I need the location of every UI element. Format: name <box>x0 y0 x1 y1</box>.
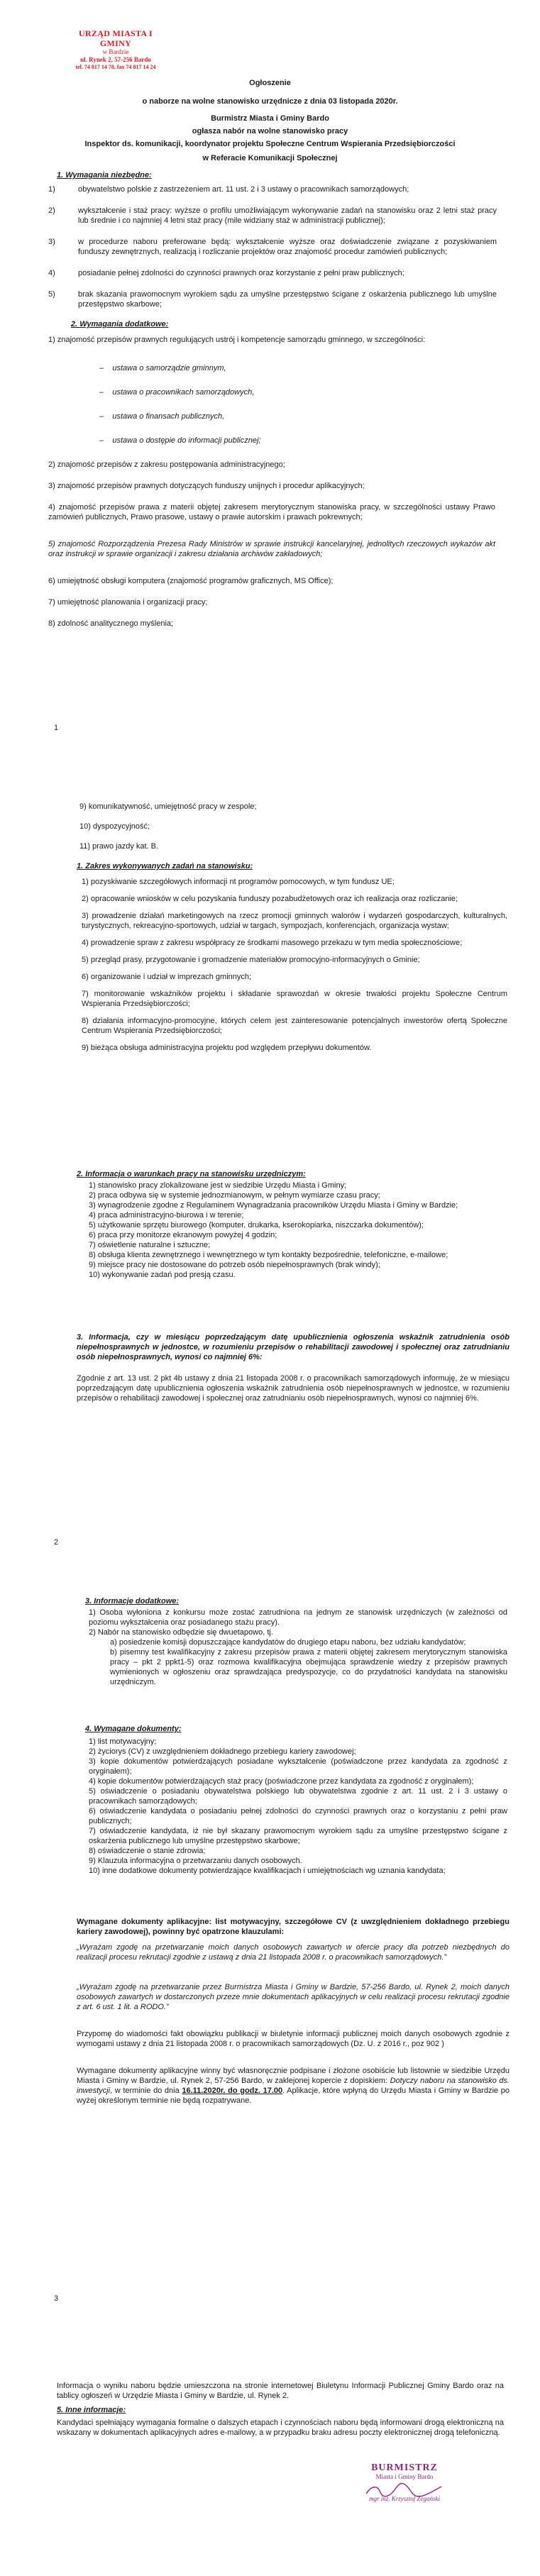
sec8-body: Kandydaci spełniający wymagania formalne o dalszych etapach i czynnościach naboru będą informowani drogą elektroniczną na wskazany w dokumentach aplikacyjnych adres e-mailowy, a w przypadku braku adresu poczty elektronicznej drogą telefoniczną. <box>57 2419 504 2437</box>
sec2-sub-2-text: ustawa o pracownikach samorządowych, <box>112 388 255 397</box>
page-4 <box>0 2364 540 2576</box>
sec3-heading: 1. Zakres wykonywanych zadań na stanowisku: <box>77 862 253 870</box>
sec1-item-2-text: wykształcenie i staż pracy: wyższe o profilu umożliwiającym wykonywanie zadań na stanowisku oraz 2 letni staż pracy lub średnie i co najmniej 4 letni staż pracy (mile widziany staż w administracji publicznej); <box>78 206 497 225</box>
office-stamp <box>62 28 169 71</box>
sec3-item-2: 2) opracowanie wniosków w celu pozyskania funduszy pozabudżetowych oraz ich realizacja oraz rozliczanie; <box>82 895 458 903</box>
sec2-sub-1 <box>99 363 226 373</box>
sec7-item-6: 6) oświadczenie kandydata o posiadaniu pełnej zdolności do czynności prawnych oraz o korzystaniu z pełni praw publicznych; <box>89 1807 507 1825</box>
sec2-item-6: 6) umiejętność obsługi komputera (znajomość programów graficznych, MS Office); <box>48 577 334 585</box>
stamp-line3: ul. Rynek 2, 57-256 Bardo <box>80 56 151 63</box>
sec7-heading: 4. Wymagane dokumenty: <box>85 1725 182 1733</box>
para-publication: Przypomę do wiadomości fakt obowiązku publikacji w biuletynie informacji publicznej moich danych osobowych zgodnie z wymogami ustawy z dnia 21 listopada 2008 r. o pracownikach samorządowych (Dz. U. z 2016 r., poz 902 ) <box>77 2030 509 2048</box>
sec2-sub-2 <box>99 387 254 397</box>
sec1-item-3-text: w procedurze naboru preferowane będą: wykształcenie wyższe oraz doświadczenie związane z pozyskiwaniem funduszy zewnętrznych, realizacją i rozliczanie projektów oraz znajomość procedur zamówień publicznych; <box>78 238 497 256</box>
sec2-sub-1-text: ustawa o samorządzie gminnym, <box>112 364 226 372</box>
sec2-heading: 2. Wymagania dodatkowe: <box>71 320 169 328</box>
sec6-list <box>89 1608 507 1687</box>
result-info: Informacja o wyniku naboru będzie umieszczona na stronie internetowej Biuletynu Informacji Publicznej Gminy Bardo oraz na tablicy ogłoszeń w Urzędzie Miasta i Gminy w Bardzie, ul. Rynek 2. <box>57 2382 504 2400</box>
sec2-item-1: 1) znajomość przepisów prawnych regulujących ustrój i kompetencje samorządu gminnego, w szczególności: <box>48 336 426 344</box>
req-heading: Wymagane dokumenty aplikacyjne: list motywacyjny, szczegółowe CV (z uwzględnieniem dokładnego przebiegu kariery zawodowej), powinny być opatrzone klauzulami: <box>77 1918 509 1936</box>
sec1-item-1-num: 1) <box>48 185 55 194</box>
page-gap <box>0 2358 540 2364</box>
sec6-item-2b: b) pisemny test kwalifikacyjny z zakresu przepisów prawa z materii objętej zakresem merytorycznym stanowiska pracy – pkt 2 ppkt1-5) oraz rozmowa kwalifikacyjna obejmująca sprawdzenie wiedzy z przepisów prawnych wymienionych w ogłoszeniu oraz sprawdzająca predyspozycje, co do przydatności kandydata na stanowisku urzędniczym. <box>110 1648 507 1686</box>
sec2-item-5: 5) znajomość Rozporządzenia Prezesa Rady Ministrów w sprawie instrukcji kancelaryjnej, jednolitych rzeczowych wykazów akt oraz instrukcji w sprawie organizacji i zakresu działania archiwów zakładowych; <box>48 540 495 558</box>
sec7-item-9: 9) Klauzula informacyjna o przetwarzaniu danych osobowych. <box>89 1857 302 1865</box>
sec3-item-6: 6) organizowanie i udział w imprezach gminnych; <box>82 973 252 981</box>
sec7-item-7: 7) oświadczenie kandydata, iż nie był skazany prawomocnym wyrokiem sądu za umyślne przestępstwo ścigane z oskarżenia publicznego lub umyślne przestępstwo skarbowe; <box>89 1827 507 1845</box>
sec4-heading: 2. Informacja o warunkach pracy na stanowisku urzędniczym: <box>77 1170 306 1178</box>
para-submission-envelope: Dotyczy naboru na stanowisko ds. inwestycji <box>77 2077 509 2095</box>
sec7-list <box>89 1737 507 1876</box>
sec4-item-8: 8) obsługa klienta zewnętrznego i wewnętrznego w tym kontakty bezpośrednie, telefoniczne, e-mailowe; <box>89 1251 448 1259</box>
sec7-item-5: 5) oświadczenie o posiadaniu obywatelstwa polskiego lub obywatelstwa zgodnie z art. 11 ust. 2 i 3 ustawy o pracownikach samorządowych; <box>89 1787 507 1806</box>
sec1-item-5-num: 5) <box>48 290 55 299</box>
sec2-sub-4 <box>99 436 260 446</box>
stamp-line4: tel. 74 817 14 78, fax 74 817 14 24 <box>75 64 156 70</box>
doc-title: Ogłoszenie <box>249 79 291 87</box>
page-1 <box>0 0 540 787</box>
sec4-item-10: 10) wykonywanie zadań pod presją czasu. <box>89 1271 236 1279</box>
sec1-item-4-text: posiadanie pełnej zdolności do czynności prawnych oraz korzystanie z pełni praw publicznych; <box>78 269 404 277</box>
sec4-item-2: 2) praca odbywa się w systemie jednozmianowym, w pełnym wymiarze czasu pracy; <box>89 1191 380 1200</box>
sec7-item-3: 3) kopie dokumentów potwierdzających posiadane wykształcenie (poświadczone przez kandydata za zgodność z oryginałem); <box>89 1757 507 1776</box>
sec1-item-2 <box>43 206 497 226</box>
sec4-list <box>89 1181 507 1280</box>
sec3-item-4: 4) prowadzenie spraw z zakresu współpracy ze środkami masowego przekazu w tym media społecznościowe; <box>82 939 463 947</box>
sec8-heading: 5. Inne informacje: <box>57 2406 126 2414</box>
page-gap <box>0 787 540 793</box>
sec2-sub-4-text: ustawa o dostępie do informacji publicznej; <box>112 436 261 445</box>
sec2-item-8: 8) zdolność analitycznego myślenia; <box>48 619 174 628</box>
sec1-item-3 <box>43 237 497 257</box>
sec5-body: Zgodnie z art. 13 ust. 2 pkt 4b ustawy z dnia 21 listopada 2008 r. o pracownikach samorządowych informuję, że w miesiącu poprzedzającym datę upublicznienia ogłoszenia wskaźnik zatrudnienia osób niepełnosprawnych w jednostce, w rozumieniu przepisów o rehabilitacji zawodowej i społecznej oraz zatrudnianiu osób niepełnosprawnych, wynosi co najmniej 6%. <box>77 1374 509 1403</box>
sec7-item-1: 1) list motywacyjny; <box>89 1737 157 1746</box>
sec3-list <box>82 877 507 1053</box>
page-3 <box>0 1585 540 2358</box>
sec2-item-9: 9) komunikatywność, umiejętność pracy w zespole; <box>79 802 257 811</box>
sec1-item-4 <box>43 268 497 278</box>
page-number-3: 3 <box>54 2294 59 2303</box>
sec2-item-4: 4) znajomość przepisów prawa z materii objętej zakresem merytorycznym stanowiska pracy, w szczególności ustawy Prawo zamówień publicznych, Prawo prasowe, ustawy o prawie autorskim i prawach pokrewnych; <box>48 503 495 521</box>
dash-marker: – <box>99 436 104 445</box>
dash-marker: – <box>99 412 104 421</box>
sec3-item-9: 9) bieżąca obsługa administracyjna projektu pod względem przepływu dokumentów. <box>82 1044 372 1052</box>
dash-marker: – <box>99 388 104 397</box>
sec4-item-1: 1) stanowisko pracy zlokalizowane jest w siedzibie Urzędu Miasta i Gminy; <box>89 1181 347 1190</box>
dash-marker: – <box>99 364 104 372</box>
sec4-item-5: 5) użytkowanie sprzętu biurowego (komputer, drukarka, kserokopiarka, niszczarka dokumentów); <box>89 1221 424 1229</box>
page-number-1: 1 <box>54 724 59 732</box>
sec2-item-3: 3) znajomość przepisów prawnych dotyczących funduszy unijnych i procedur aplikacyjnych; <box>48 482 365 490</box>
para-submission-b: , w terminie do dnia <box>110 2086 182 2095</box>
sec3-item-7: 7) monitorowanie wskaźników projektu i składanie sprawozdań w okresie trwałości projektu Społeczne Centrum Wspierania Przedsiębiorczości; <box>82 990 507 1008</box>
sec7-item-10: 10) inne dodatkowe dokumenty potwierdzające kwalifikacjach i umiejętnościach wg uznania kandydata; <box>89 1867 446 1875</box>
stamp-line1: URZĄD MIASTA I GMINY <box>79 28 153 48</box>
deadline: 16.11.2020r. do godz. 17.00 <box>182 2086 283 2095</box>
sec3-item-8: 8) działania informacyjno-promocyjne, których celem jest zainteresowanie potencjalnych inwestorów ofertą Społeczne Centrum Wspierania Przedsiębiorczości; <box>82 1017 507 1035</box>
sec1-item-1-text: obywatelstwo polskie z zastrzeżeniem art. 11 ust. 2 i 3 ustawy o pracownikach samorządowych; <box>78 185 409 194</box>
sec6-item-2: 2) Nabór na stanowisko odbędzie się dwuetapowo, tj. <box>89 1628 273 1637</box>
sec2-item-2: 2) znajomość przepisów z zakresu postępowania administracyjnego; <box>48 460 285 469</box>
page-gap <box>0 1579 540 1585</box>
sec6-item-2a: a) posiedzenie komisji dopuszczające kandydatów do drugiego etapu naboru, bez udziału kandydatów; <box>110 1638 466 1647</box>
sec4-item-7: 7) oświetlenie naturalne i sztuczne; <box>89 1241 211 1249</box>
announcer: Burmistrz Miasta i Gminy Bardo <box>211 114 329 123</box>
sec1-item-1 <box>43 184 497 194</box>
sec1-item-4-num: 4) <box>48 269 55 277</box>
sec3-item-3: 3) prowadzenie działań marketingowych na rzecz promocji gminnych walorów i wydarzeń gospodarczych, kulturalnych, turystycznych, rekreacyjno-sportowych, udział w targach, sympozjach, konferencjach, organizacja wystaw; <box>82 912 507 930</box>
sec1-item-3-num: 3) <box>48 238 55 246</box>
sec5-heading: 3. Informacja, czy w miesiącu poprzedzającym datę upublicznienia ogłoszenia wskaźnik zatrudnienia osób niepełnosprawnych w jednostce, w rozumieniu przepisów o rehabilitacji zawodowej i społecznej oraz zatrudnianiu osób niepełnosprawnych, wynosi co najmniej 6%: <box>77 1333 509 1361</box>
sig-title: BURMISTRZ <box>371 2462 438 2473</box>
sig-sub: Miasta i Gminy Bardo <box>375 2473 434 2480</box>
sec4-item-9: 9) miejsce pracy nie dostosowane do potrzeb osób niepełnosprawnych (brak windy); <box>89 1261 380 1269</box>
sec1-item-2-num: 2) <box>48 206 55 215</box>
sec2-item-10: 10) dyspozycyjność; <box>79 822 150 831</box>
stamp-line2: w Bardzie <box>102 48 129 55</box>
department: w Referacie Komunikacji Społecznej <box>202 154 338 162</box>
sec2-item-7: 7) umiejętność planowania i organizacji pracy; <box>48 598 208 607</box>
quote-1: „Wyrażam zgodę na przetwarzanie moich danych osobowych zawartych w ofercie pracy dla potrzeb niezbędnych do realizacji procesu rekrutacji zgodnie z ustawą z dnia 21 listopada 2008 r. o pracownikach samorządowych.” <box>77 1943 509 1962</box>
para-submission-a: Wymagane dokumenty aplikacyjne winny być własnoręcznie podpisane i złożone osobiście lub listownie w siedzibie Urzędu Miasta i Gminy w Bardzie, ul. Rynek 2, 57-256 Bardo, w zaklejonej kopercie z dopiskiem: <box>77 2067 509 2085</box>
sec7-item-8: 8) oświadczenie o stanie zdrowia; <box>89 1847 206 1855</box>
sec3-item-1: 1) pozyskiwanie szczegółowych informacji nt programów pomocowych, w tym fundusz UE; <box>82 878 395 886</box>
sec4-item-3: 3) wynagrodzenie zgodne z Regulaminem Wynagradzania pracowników Urzędu Miasta i Gminy w Bardzie; <box>89 1201 458 1210</box>
sec3-item-5: 5) przegląd prasy, przygotowanie i gromadzenie materiałów promocyjno-informacyjnych o Gminie; <box>82 956 420 964</box>
announce-line: ogłasza nabór na wolne stanowisko pracy <box>192 127 348 136</box>
sig-name: mgr inż. Krzysztof Żegański <box>368 2495 440 2502</box>
sec4-item-6: 6) praca przy monitorze ekranowym powyżej 4 godzin; <box>89 1231 277 1239</box>
sec1-item-5-text: brak skazania prawomocnym wyrokiem sądu za umyślne przestępstwo ścigane z oskarżenia publicznego lub umyślne przestępstwo skarbowe; <box>78 290 497 309</box>
sec2-sub-3-text: ustawa o finansach publicznych, <box>112 412 225 421</box>
para-submission <box>77 2066 509 2106</box>
quote-2: „Wyrażam zgodę na przetwarzanie przez Burmistrza Miasta i Gminy w Bardzie, 57-256 Bardo, ul. Rynek 2, moich danych osobowych zawartych w dostarczonych przeze mnie dokumentach aplikacyjnych w celu realizacji procesu rekrutacji zgodnie z art. 6 ust. 1 lit. a RODO.” <box>77 1983 509 2011</box>
position-title: Inspektor ds. komunikacji, koordynator projektu Społeczne Centrum Wspierania Przedsiębiorczości <box>84 140 456 148</box>
page-number-2: 2 <box>54 1538 59 1547</box>
sec4-item-4: 4) praca administracyjno-biurowa i w terenie; <box>89 1211 244 1220</box>
doc-subtitle: o naborze na wolne stanowisko urzędnicze z dnia 03 listopada 2020r. <box>142 97 398 106</box>
sec2-item-11: 11) prawo jazdy kat. B. <box>79 842 159 851</box>
sec1-item-5 <box>43 289 497 309</box>
sec1-heading: 1. Wymagania niezbędne: <box>57 171 152 179</box>
sec7-item-2: 2) życiorys (CV) z uwzględnieniem dokładnego przebiegu kariery zawodowej; <box>89 1747 356 1756</box>
para-submission-c: . Aplikacje, które wpłyną do Urzędu Miasta i Gminy w Bardzie po wyżej określonym terminie nie będą rozpatrywane. <box>77 2086 510 2105</box>
mayor-signature-stamp <box>334 2463 475 2503</box>
page-2 <box>0 793 540 1579</box>
sec6-heading: 3. Informacje dodatkowe: <box>85 1597 180 1605</box>
sec2-sub-3 <box>99 411 224 421</box>
sec6-item-1: 1) Osoba wyłoniona z konkursu może zostać zatrudniona na jednym ze stanowisk urzędniczych (w zależności od poziomu wykształcenia oraz posiadanego stażu pracy). <box>89 1608 507 1627</box>
sec7-item-4: 4) kopie dokumentów potwierdzających staż pracy (poświadczone przez kandydata za zgodność z oryginałem); <box>89 1777 474 1786</box>
